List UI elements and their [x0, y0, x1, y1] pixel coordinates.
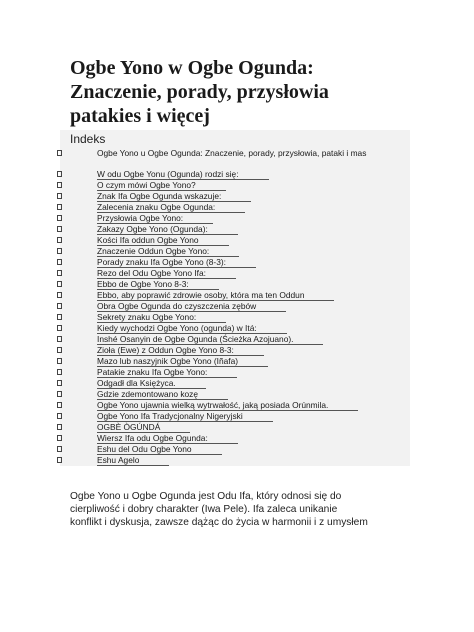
toc-link[interactable]: Ogbe Yono u Ogbe Ogunda: Znaczenie, porady, przysłowia, pataki i mas: [97, 148, 367, 158]
toc-item: [60, 455, 410, 466]
intro-paragraph: [70, 490, 420, 529]
bullet-icon: [57, 446, 62, 452]
toc-item: [60, 389, 410, 400]
toc-link[interactable]: Inshé Osanyin de Ogbe Ogunda (Ścieżka Azojuano).: [97, 334, 323, 345]
bullet-icon: [57, 150, 62, 156]
toc-item: [60, 180, 410, 191]
toc-item: [60, 378, 410, 389]
bullet-icon: [57, 336, 62, 342]
toc-link[interactable]: Wiersz Ifa odu Ogbe Ogunda:: [97, 433, 238, 444]
toc-link[interactable]: Rezo del Odu Ogbe Yono Ifa:: [97, 268, 236, 279]
toc-link[interactable]: W odu Ogbe Yonu (Ogunda) rodzi się:: [97, 169, 269, 180]
bullet-icon: [57, 402, 62, 408]
bullet-icon: [57, 270, 62, 276]
toc-link[interactable]: Obra Ogbe Ogunda do czyszczenia zębów: [97, 301, 286, 312]
toc-item: [60, 334, 410, 345]
toc-item: [60, 367, 410, 378]
bullet-icon: [57, 171, 62, 177]
title-line: Ogbe Yono w Ogbe Ogunda:: [70, 57, 314, 79]
bullet-icon: [57, 347, 62, 353]
toc-item: [60, 411, 410, 422]
toc-link[interactable]: Eshu del Odu Ogbe Yono: [97, 444, 222, 455]
bullet-icon: [57, 358, 62, 364]
toc-link[interactable]: Eshu Agelo: [97, 455, 169, 466]
paragraph-line: Ogbe Yono u Ogbe Ogunda jest Odu Ifa, który odnosi się do: [70, 491, 342, 502]
toc-item: [60, 191, 410, 202]
toc-link[interactable]: Ebbo de Ogbe Yono 8-3:: [97, 279, 219, 290]
bullet-icon: [57, 248, 62, 254]
toc-link[interactable]: Zioła (Ewe) z Oddun Ogbe Yono 8-3:: [97, 345, 264, 356]
toc-link[interactable]: Przysłowia Ogbe Yono:: [97, 213, 213, 224]
bullet-icon: [57, 314, 62, 320]
toc-item: [60, 312, 410, 323]
toc-link[interactable]: Znak Ifa Ogbe Ogunda wskazuje:: [97, 191, 251, 202]
toc-item: [60, 257, 410, 268]
toc-item: [60, 301, 410, 312]
toc-link[interactable]: Znaczenie Oddun Ogbe Yono:: [97, 246, 239, 257]
bullet-icon: [57, 281, 62, 287]
toc-link[interactable]: Odgadł dla Księżyca.: [97, 378, 206, 389]
bullet-icon: [57, 204, 62, 210]
toc-item: [60, 169, 410, 180]
toc-link[interactable]: Gdzie zdemontowano kozę: [97, 389, 228, 400]
toc-item: [60, 422, 410, 433]
bullet-icon: [57, 424, 62, 430]
bullet-icon: [57, 237, 62, 243]
toc-item: [60, 323, 410, 334]
toc-item: [60, 356, 410, 367]
toc-list: [60, 148, 410, 466]
toc-link[interactable]: Sekrety znaku Ogbe Yono:: [97, 312, 226, 323]
paragraph-line: cierpliwość i dobry charakter (Iwa Pele). Ifa zaleca unikanie: [70, 504, 338, 515]
toc-link[interactable]: Ogbe Yono ujawnia wielką wytrwałość, jaką posiada Orúnmila.: [97, 400, 358, 411]
bullet-icon: [57, 435, 62, 441]
bullet-icon: [57, 292, 62, 298]
toc-item: [60, 400, 410, 411]
toc-item: [60, 148, 410, 169]
bullet-icon: [57, 226, 62, 232]
bullet-icon: [57, 391, 62, 397]
toc-link[interactable]: Ogbe Yono Ifa Tradycjonalny Nigeryjski: [97, 411, 273, 422]
toc-item: [60, 345, 410, 356]
toc-item: [60, 444, 410, 455]
title-line: Znaczenie, porady, przysłowia: [70, 81, 329, 103]
toc-item: [60, 290, 410, 301]
toc-link[interactable]: Porady znaku Ifa Ogbe Yono (8-3):: [97, 257, 256, 268]
toc-link[interactable]: OGBÈ ÒGÚNDÁ: [97, 422, 190, 433]
toc-item: [60, 268, 410, 279]
toc-item: [60, 213, 410, 224]
toc-item: [60, 246, 410, 257]
toc-item: [60, 235, 410, 246]
toc-link[interactable]: O czym mówi Ogbe Yono?: [97, 180, 226, 191]
bullet-icon: [57, 325, 62, 331]
toc-link[interactable]: Ebbo, aby poprawić zdrowie osoby, która ma ten Oddun: [97, 290, 334, 301]
bullet-icon: [57, 193, 62, 199]
toc-link[interactable]: Mazo lub naszyjnik Ogbe Yono (Iñafa): [97, 356, 268, 367]
toc-item: [60, 433, 410, 444]
bullet-icon: [57, 215, 62, 221]
toc-link[interactable]: Zalecenia znaku Ogbe Ogunda:: [97, 202, 245, 213]
bullet-icon: [57, 457, 62, 463]
toc-item: [60, 279, 410, 290]
bullet-icon: [57, 182, 62, 188]
toc-link[interactable]: Zakazy Ogbe Yono (Ogunda):: [97, 224, 238, 235]
table-of-contents: [60, 130, 410, 466]
bullet-icon: [57, 303, 62, 309]
paragraph-line: konflikt i dyskusja, zawsze dążąc do życia w harmonii i z umysłem: [70, 517, 368, 528]
bullet-icon: [57, 413, 62, 419]
bullet-icon: [57, 259, 62, 265]
toc-link[interactable]: Kości Ifa oddun Ogbe Yono: [97, 235, 229, 246]
bullet-icon: [57, 369, 62, 375]
document-title: [70, 56, 450, 128]
toc-heading: Indeks: [70, 132, 106, 146]
toc-item: [60, 224, 410, 235]
toc-link[interactable]: Kiedy wychodzi Ogbe Yono (ogunda) w Itá:: [97, 323, 287, 334]
toc-item: [60, 202, 410, 213]
toc-link[interactable]: Patakie znaku Ifa Ogbe Yono:: [97, 367, 237, 378]
bullet-icon: [57, 380, 62, 386]
title-line: patakies i więcej: [70, 105, 210, 127]
